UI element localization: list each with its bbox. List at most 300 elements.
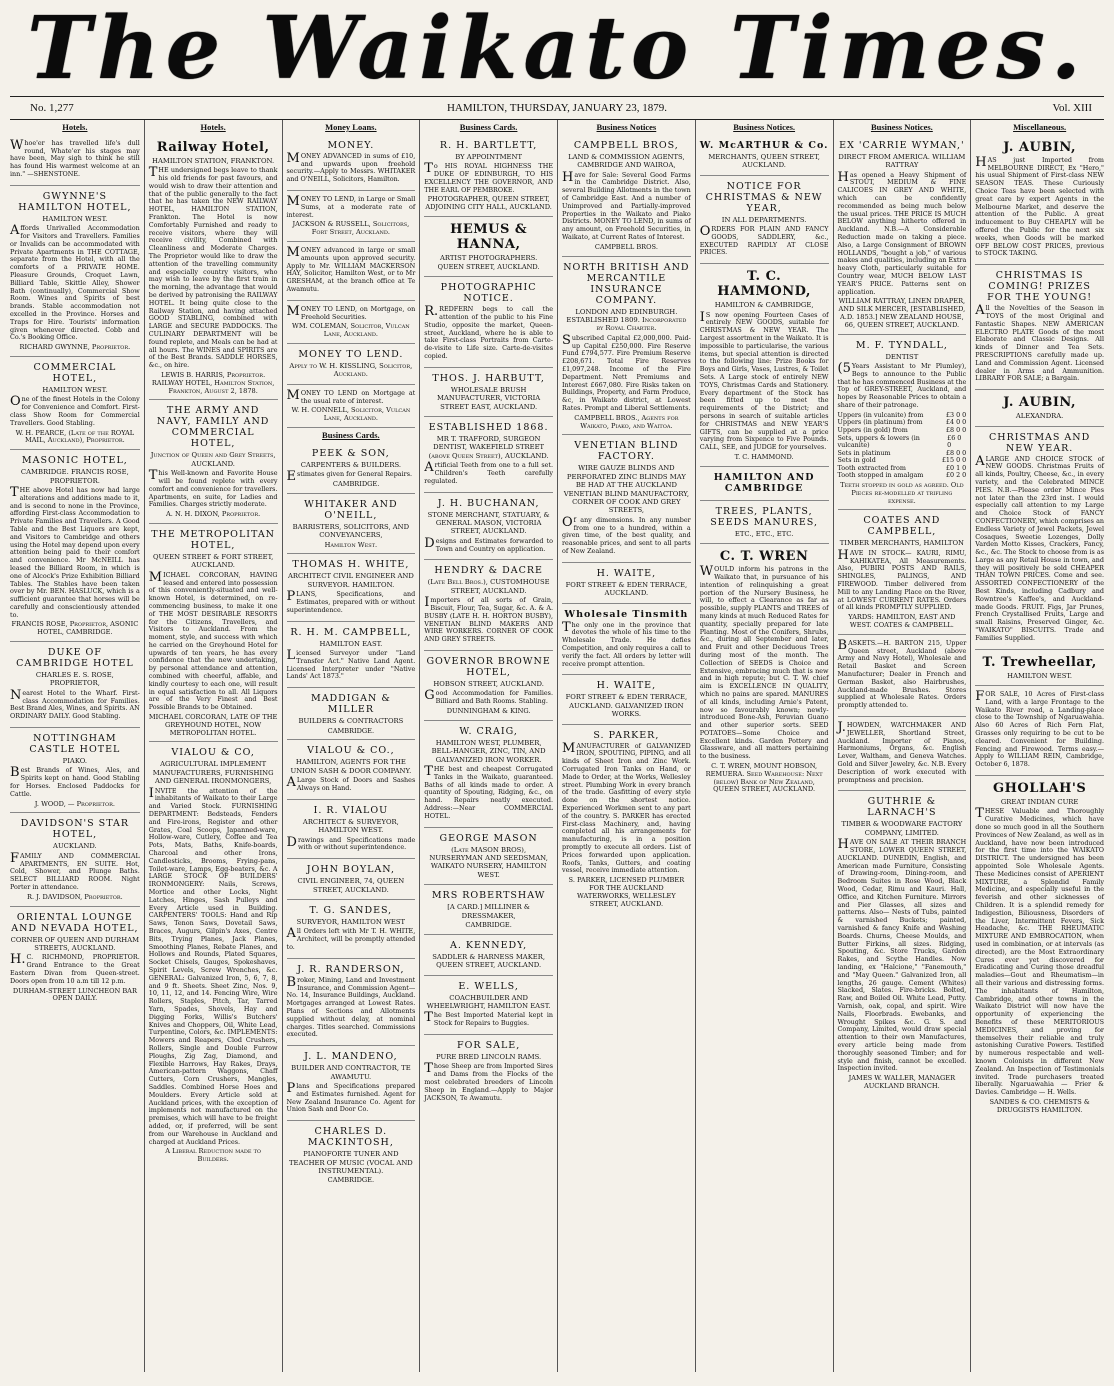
ad-title: R. H. M. CAMPBELL, xyxy=(290,626,412,638)
ad-title: CAMPBELL BROS, xyxy=(573,139,679,151)
advertisement xyxy=(287,494,416,555)
ad-subtitle: LAND & COMMISSION AGENTS, CAMBRIDGE AND WAIROA, xyxy=(568,152,685,170)
advertisement xyxy=(424,828,553,886)
ad-subtitle: Junction of Queen and Grey Streets, AUCKLAND. xyxy=(150,451,276,468)
ad-body: H.C. RICHMOND, PROPRIETOR. Grand Entrance to the Great Eastern Divan from Queen-street. Doors open from 10 a.m till 12 p.m. xyxy=(10,952,140,985)
price-value: £8 0 0 xyxy=(945,425,967,434)
ad-signature: W. H. CONNELL, Solicitor, Vulcan Lane, Auckland. xyxy=(291,406,411,423)
ad-title: Railway Hotel, xyxy=(156,139,270,155)
ad-title: PHOTOGRAPHIC NOTICE. xyxy=(440,282,537,305)
section-heading: Business Cards. xyxy=(322,429,380,440)
ad-subtitle: TIMBER MERCHANTS, HAMILTON xyxy=(839,539,964,548)
ad-body: Of any dimensions. In any number from one to a hundred, within a given time, of the best quality, and reasonable prices, and sent to all parts of New Zealand. xyxy=(562,514,691,555)
advertisement xyxy=(562,725,691,913)
ad-body: ALARGE AND CHOICE STOCK of NEW GOODS. Christmas Fruits of all kinds, Poultry, Cheese, &c., in every variety, and the Celebrated MINCE PIES. N.B.—Please order Mince Pies not later than the 23rd inst. I would especially call attention to my Large and Choice Stock of FANCY CONFECTIONERY, which comprises an Endless Variety of Jewel Packets, Jewel Cosaques, Sweetie Lozenges, Dolly Varden Motto Kisses, Crackers, Fancy, &c., &c. The Stock to choose from is as Large as any Retail House in town, and they will positively be sold CHEAPER THAN TOWN PRICES. Come and see. ASSORTED CONFECTIONERY of the Best Kinds, including Cadbury and Rowntree's Kaffee's, and Auckland-made Goods. FRUIT. Figs, Jar Prunes, French Crystallised Fruits, Large and small Raisins, Preserved Ginger, &c. "WAIKATO" BISCUITS. Trade and Families Supplied. xyxy=(975,453,1104,642)
advertisement xyxy=(424,885,553,935)
price-label: Tooth stopped in amalgam xyxy=(837,471,924,480)
ad-title: M. F. TYNDALL, xyxy=(855,339,948,351)
ad-subtitle: (Late Bell Bros.), CUSTOMHOUSE STREET, AUCKLAND. xyxy=(427,578,550,595)
ad-body: ALarge Stock of Doors and Sashes Always on Hand. xyxy=(286,775,416,792)
ad-body: MANUFACTURER of GALVANIZED IRON, SPOUTING, PIPING, and all kinds of Sheet Iron and Zinc Work. Corrugated Iron Tanks on Hand, or Made to Order, at the Works, Wellesley street. Plumbing Work in every branch of the trade. Gasfitting of every style done on the shortest notice. Experienced Workmen sent to any part of the country. S. PARKER has erected First-class Machinery, and, having completed all his arrangements for manufacturing, is in a position promptly to execute all orders. List of Prices forwarded upon application. Roofs, Tanks, Gutters, and coating vessel, receive immediate attention. xyxy=(562,740,691,875)
advertisement xyxy=(562,435,691,562)
newspaper-columns xyxy=(6,120,1108,1372)
advertisement xyxy=(562,257,691,436)
ad-title: HAMILTON AND CAMBRIDGE xyxy=(713,471,815,494)
ad-subtitle: CORNER OF QUEEN AND DURHAM STREETS, AUCKLAND. xyxy=(10,935,140,953)
ad-body: This Well-known and Favorite House will be found replete with every comfort and convenience for travellers. Apartments, en suite, for Ladies and Families. Charges strictly moderate. xyxy=(148,468,278,509)
ad-title: E. WELLS, xyxy=(458,980,519,992)
ad-subtitle: BUILDER AND CONTRACTOR, TE AWAMUTU. xyxy=(291,1064,411,1081)
ad-body: Designs and Estimates forwarded to Town and Country on application. xyxy=(424,535,553,553)
advertisement xyxy=(424,217,553,277)
column-heading: Business Notices xyxy=(596,122,657,132)
column-heading: Business Notices. xyxy=(870,122,933,132)
ad-signature: J. WOOD, — Proprietor. xyxy=(34,799,115,808)
ad-title: J. H. BUCHANAN, xyxy=(437,497,540,509)
advertisement xyxy=(424,277,553,368)
ad-body: Best Brands of Wines, Ales, and Spirits kept on hand. Good Stabling for Horses. Enclosed Paddocks for Cattle. xyxy=(10,765,140,798)
ad-title: DAVIDSON'S STAR HOTEL, xyxy=(20,818,130,841)
advertisement xyxy=(700,135,829,176)
ad-signature: A. N. H. DIXON, Proprietor. xyxy=(166,510,261,519)
ad-subtitle: [A CARD.] MILLINER & DRESSMAKER, xyxy=(447,903,530,920)
ad-signature: RICHARD GWYNNE, Proprietor. xyxy=(19,343,131,352)
advertisement xyxy=(838,635,967,717)
ad-signature: T. C. HAMMOND. xyxy=(734,452,794,461)
ad-title: CHRISTMAS IS COMING! PRIZES FOR THE YOUNG! xyxy=(987,270,1093,304)
ad-title: JOHN BOYLAN, xyxy=(306,864,396,876)
ad-body: MONEY advanced in large or small amounts upon approved security. Apply to Mr. WILLIAM MACKERSON HAY, Solicitor, Hamilton West, or to Mr GRESHAM, at the branch office at Te Awamutu. xyxy=(286,244,416,293)
price-label: Sets in gold xyxy=(837,456,876,465)
ad-body: THESE Valuable and Thoroughly Curative Medicines, which have done so much good in all the Southern Provinces of New Zealand, as well as in Auckland, have now been introduced for the first time into the WAIKATO DISTRICT. The undersigned has been appointed Sole Wholesale Agents. These Medicines consist of APERIENT MIXTURE, a Splendid Family Medicine, and especially useful in the feverish and other sicknesses of Children. It is a splendid remedy for Indigestion, Biliousness, Disorders of the Liver, Intermittent Fevers, Sick Headache, &c. THE RHEUMATIC MIXTURE AND EMBROCATION, when used in combination, or at intervals (as directed), are the Most Extraordinary Cures ever yet discovered for Eradicating and Curing those dreadful maladies—Gout and Rheumatism—in all their various and distressing forms. The inhabitants of Hamilton, Cambridge, and other towns in the Waikato District will now have the opportunity of experiencing the Benefits of these MERITORIOUS MEDICINES, and proving for themselves their reliable and truly astonishing Curative Powers. Testified by numerous respectable and well-known Colonists in different New Zealand. An Inspection of Testimonials invited. Trade purchasers treated liberally. Ngaruawahia — Frier & Davies. Cambridge — H. Wells. xyxy=(975,806,1104,1097)
issue-number: No. 1,277 xyxy=(30,102,74,114)
ad-body: HAS just Imported from MELBOURNE DIRECT, Ex "Hero," his usual Shipment of First-class NEW SEASON TEAS. These Curiously Choice Teas have been selected with great care by expert Agents in the Melbourne Market, and deserve the attention of the Public. A great inducement to Buy CHEAPLY will be offered the Public for the next six weeks, when Goods will be marked OFF BELOW COST PRICES, previous to STOCK TAKING. xyxy=(975,154,1104,258)
ad-title: H. WAITE, xyxy=(596,567,657,579)
advertisement xyxy=(975,686,1104,776)
advertisement xyxy=(287,740,416,799)
ad-title: C. T. WREN xyxy=(719,549,809,565)
ad-body: Licensed Surveyor under "Land Transfer Act." Native Land Agent. Licensed Interpreter under "Native Lands' Act 1873." xyxy=(286,647,416,681)
ad-subtitle: ARCHITECT & SURVEYOR, HAMILTON WEST. xyxy=(302,817,399,835)
advertisement xyxy=(700,544,829,798)
ad-title: VIALOU & CO, xyxy=(171,747,255,759)
ad-title: T. C. HAMMOND, xyxy=(717,269,811,300)
price-label: Uppers (in vulcanite) from xyxy=(837,410,924,419)
column-3 xyxy=(282,120,420,1372)
ad-title: W. McARTHUR & Co. xyxy=(699,139,829,151)
column-5 xyxy=(557,120,695,1372)
ad-subtitle: SADDLER & HARNESS MAKER, QUEEN STREET, AUCKLAND. xyxy=(432,952,546,970)
ad-title: DUKE OF CAMBRIDGE HOTEL xyxy=(16,647,134,670)
ad-signature: JAMES W. WALLER, MANAGER AUCKLAND BRANCH. xyxy=(848,1074,956,1090)
ad-subtitle: WHOLESALE BRUSH MANUFACTURER, VICTORIA STREET EAST, AUCKLAND. xyxy=(437,385,541,411)
ad-subtitle: HOBSON STREET, AUCKLAND. xyxy=(433,680,544,688)
ad-signature: CAMPBELL BROS., Agents for Waikato, Piako, and Waitoa. xyxy=(574,413,679,430)
ad-signature: WILLIAM RATTRAY, LINEN DRAPER, AND SILK MERCER, [ESTABLISHED, A.D. 1853.] NEW ZEALAND HOUSE, 66, QUEEN STREET, AUCKLAND. xyxy=(838,297,966,329)
advertisement xyxy=(700,467,829,501)
ad-body: FOR SALE, 10 Acres of First-class Land, with a large Frontage to the Waikato River road, a Landing-place close to the Township of Ngaruawahia. Also 60 Acres of Rich Fern Flat, Grasses only requiring to be cut to be cleared. Convenient for Building. Fencing and Firewood. Terms easy.—Apply to WILLIAM REIN, Cambridge, October 6, 1878. xyxy=(975,689,1104,769)
advertisement xyxy=(424,935,553,976)
ad-title: COATES AND CAMPBELL, xyxy=(863,515,941,538)
advertisement xyxy=(10,813,140,906)
ad-subtitle: GREAT INDIAN CURE xyxy=(1000,798,1079,807)
ad-body: MONEY TO LEND on Mortgage at the usual rate of interest. xyxy=(286,387,416,405)
ad-signature: Teeth stopped in gold as agreed. Old Pieces re-modelled at trifling expense. xyxy=(840,481,964,505)
price-value: £3 0 0 xyxy=(945,410,967,419)
ad-title: R. H. BARTLETT, xyxy=(439,139,538,151)
advertisement xyxy=(424,1035,553,1108)
ad-signature: A Liberal Reduction made to Builders. xyxy=(165,1147,262,1164)
ad-signature: WM. COLEMAN, Solicitor, Vulcan Lane, Auckland. xyxy=(292,322,410,339)
advertisement xyxy=(10,186,140,357)
column-1 xyxy=(6,120,144,1372)
advertisement xyxy=(287,1046,416,1121)
price-value: £6 0 0 xyxy=(947,433,962,450)
price-label: Tooth extracted from xyxy=(837,463,906,472)
ad-title: THE ARMY AND NAVY, FAMILY AND COMMERCIAL HOTEL, xyxy=(156,405,270,450)
advertisement xyxy=(287,1121,416,1189)
ad-subtitle: BARRISTERS, SOLICITORS, AND CONVEYANCERS, xyxy=(292,522,410,540)
ad-body: All Orders left with Mr T. H. WHITE, Architect, will be promptly attended to. xyxy=(286,926,416,951)
advertisement xyxy=(287,301,416,344)
ad-title: HENDRY & DACRE xyxy=(434,565,543,577)
ad-title: GUTHRIE & LARNACH'S xyxy=(867,796,937,819)
ad-title: J. AUBIN, xyxy=(1003,395,1076,411)
ad-title: NOTICE FOR CHRISTMAS & NEW YEAR, xyxy=(705,180,823,214)
advertisement xyxy=(838,135,967,335)
place-date: HAMILTON, THURSDAY, JANUARY 23, 1879. xyxy=(446,102,668,114)
advertisement xyxy=(149,400,278,524)
ad-subtitle: DIRECT FROM AMERICA. WILLIAM RATTRAY xyxy=(838,152,966,170)
ad-title: FOR SALE, xyxy=(457,1040,521,1052)
ad-title: THE METROPOLITAN HOTEL, xyxy=(151,528,275,551)
advertisement xyxy=(424,135,553,217)
price-label: Sets in platinum xyxy=(837,448,891,457)
ad-title: TREES, PLANTS, SEEDS MANURES, xyxy=(710,505,818,528)
ad-body: ORDERS FOR PLAIN AND FANCY GOODS, SADDLERY, &c., EXECUTED RAPIDLY AT CLOSE PRICES. xyxy=(699,224,829,257)
ad-subtitle: SURVEYOR, HAMILTON WEST xyxy=(296,917,406,926)
ad-body: Artificial Teeth from one to a full set. Children's Teeth carefully regulated. xyxy=(424,460,553,485)
ad-signature: DUNNINGHAM & KING. xyxy=(446,707,531,715)
ad-title: J. R. RANDERSON, xyxy=(297,963,405,975)
ad-subtitle: CAMBRIDGE. FRANCIS ROSE, PROPRIETOR. xyxy=(20,468,129,485)
advertisement xyxy=(975,265,1104,390)
advertisement xyxy=(10,728,140,813)
ad-signature: LEWIS B. HARRIS, Proprietor. RAILWAY HOTEL, Hamilton Station, Frankton, August 2, 1878. xyxy=(151,370,275,395)
ad-signature: CAMBRIDGE. xyxy=(465,921,512,930)
ad-subtitle: STONE MERCHANT, STATUARY, & GENERAL MASON, VICTORIA STREET, AUCKLAND. xyxy=(427,510,550,536)
column-6 xyxy=(695,120,833,1372)
ad-body: Importers of all sorts of Grain, Biscuit, Flour, Tea, Sugar, &c. A. & A. BUSBY (LATE H. H. HORTON BUSBY), VENETIAN BLIND MAKERS AND WIRE WORKERS. CORNER OF COOK AND GREY STREETS. xyxy=(424,595,553,644)
price-value: £0 1 0 xyxy=(945,463,967,472)
advertisement xyxy=(975,427,1104,650)
ad-body: BASKETS.—H. BARTON 215, Upper Queen street, Auckland (above Army and Navy Hotel), Wholesale and Retail Basket and Screen Manufacturer; Dealer in French and German Basket, also Hairbrushes, Auckland-made Brushes. Stores supplied at Wholesale Rates. Orders promptly attended to. xyxy=(837,637,967,710)
advertisement xyxy=(424,651,553,721)
advertisement xyxy=(562,563,691,604)
ad-body: PLANS, Specifications, and Estimates, prepared with or without superintendence. xyxy=(286,589,416,614)
ad-signature: YARDS: HAMILTON, EAST AND WEST. COATES & CAMPBELL. xyxy=(848,613,956,630)
ad-subtitle: WIRE GAUZE BLINDS AND PERFORATED ZINC BLINDS MAY BE HAD AT THE AUCKLAND VENETIAN BLIND MANUFACTORY, CORNER OF COOK AND GREY STREETS, xyxy=(563,464,690,515)
ad-title: T. Trewheellar, xyxy=(982,654,1097,670)
ad-title: H. WAITE, xyxy=(596,680,657,692)
ad-subtitle: CARPENTERS & BUILDERS. xyxy=(300,460,402,469)
ad-title: J. L. MANDENO, xyxy=(304,1051,398,1063)
ad-body: Subscribed Capital £2,000,000. Paid-up Capital £250,000. Fire Reserve Fund £794,577. Fire Premium Reserve £208,671. Total Fire Reserves £1,097,248. Income of the Fire Department. Nett Premiums and Interest £667,080. Fire Risks taken on Buildings, Property, and Farm Produce, &c, in Waikato district, at Lowest Rates. Prompt and Liberal Settlements. xyxy=(562,332,691,412)
ad-title: J. AUBIN, xyxy=(1003,139,1076,155)
advertisement xyxy=(424,721,553,828)
ad-body: WOULD inform his patrons in the Waikato that, in pursuance of his intention of relinquishing a great portion of the Nursery Business, he will, to effect a Clearance as far as possible, supply PLANTS and TREES of many kinds at much Reduced Rates for quantity, specially prepared for late Planting. Most of the Conifers, Shrubs, &c., during all September and later, and Fruit and other Deciduous Trees during most of the month. The Collection of SEEDS is Choice and Extensive, embracing much that is new and in high repute; but C. T. W. chief aim is EXCELLENCE IN QUALITY, which no pains are spared. MANURES of all kinds, including Arnie's Patent, now so favourably known; newly-introduced Bone-Ash, Peruvian Guano and other superior sorts. SEED POTATOES—Some Choice and Excellent kinds. Garden Pottery and Glassware, and all matters pertaining to the business. xyxy=(699,564,829,761)
advertisement xyxy=(700,501,829,544)
advertisement xyxy=(424,976,553,1035)
ad-subtitle: ARCHITECT CIVIL ENGINEER AND SURVEYOR. HAMILTON. xyxy=(287,572,414,589)
advertisement xyxy=(975,650,1104,686)
advertisement xyxy=(10,642,140,728)
ad-signature: CAMPBELL BROS. xyxy=(594,242,658,251)
ad-body: Have for Sale: Several Good Farms in the Cambridge District. Also, several Building Allotments in the town of Cambridge East. And a number of Unimproved and Partially-improved Properties in the Waikato and Piako Districts. MONEY TO LEND, in sums of any amount, on Freehold Securities, in Waikato, at Current Rates of Interest. xyxy=(562,169,691,241)
ad-signature: CAMBRIDGE. xyxy=(327,726,375,735)
advertisement xyxy=(424,493,553,561)
ad-body: Drawings and Specifications made with or without superintendence. xyxy=(286,834,416,852)
ad-subtitle: Apply to W. H. KISSLING, Solicitor, Auckland. xyxy=(289,361,413,379)
advertisement xyxy=(562,135,691,257)
ad-title: MONEY TO LEND. xyxy=(298,348,404,360)
ad-body: MICHAEL CORCORAN, HAVING leased and entered into possession of this conveniently-situated and well-known Hotel, is determined, on re-commencing business, to make it one of THE MOST DESIRABLE RESORTS for the Citizens, Travellers, and Visitors to Auckland. From the moment, style, and success with which he carried on the Greyhound Hotel for upwards of ten years, he has every confidence that the new undertaking, by personal attendance and attention, combined with cheerful, affable, and kindly courtesy to each one, will result in equal satisfaction to all. All Liquors are of the Very Finest and Best Possible Brands to be Obtained. xyxy=(148,569,278,712)
advertisement xyxy=(287,959,416,1046)
ad-title: Wholesale Tinsmith xyxy=(564,608,689,620)
ad-title: WHITAKER AND O'NEILL, xyxy=(304,498,398,521)
advertisement xyxy=(287,385,416,428)
ad-subtitle: ARTIST PHOTOGRAPHERS. xyxy=(439,253,538,262)
column-heading: Miscellaneous. xyxy=(1013,122,1067,132)
ad-subtitle: HAMILTON, AGENTS FOR THE UNION SASH & DOOR COMPANY. xyxy=(290,758,412,775)
advertisement xyxy=(287,688,416,740)
ad-subtitle: HAMILTON STATION, FRANKTON. xyxy=(152,156,275,165)
advertisement xyxy=(424,368,553,417)
ad-body: Estimates given for General Repairs. xyxy=(286,469,413,485)
advertisement xyxy=(10,357,140,450)
ad-signature: JACKSON & RUSSELL, Solicitors, Fort Street, Auckland. xyxy=(292,220,410,237)
ad-body: To HIS ROYAL HIGHNESS THE DUKE OF EDINBURGH, TO HIS EXCELLENCY THE GOVERNOR, AND THE EARL OF PEMBROKE. xyxy=(424,161,553,194)
ad-subtitle: CHARLES E. S. ROSE, PROPRIETOR, xyxy=(35,671,114,688)
ad-title: NOTTINGHAM CASTLE HOTEL xyxy=(29,733,121,756)
price-value: £15 0 0 xyxy=(941,456,967,465)
advertisement xyxy=(562,675,691,724)
ad-subtitle: CIVIL ENGINEER, 74, QUEEN STREET, AUCKLAND. xyxy=(297,877,405,894)
advertisement xyxy=(562,604,691,676)
price-label: Uppers (in gold) from xyxy=(837,425,908,434)
advertisement xyxy=(287,191,416,242)
ad-body: MONEY ADVANCED in sums of £10, and upwards upon freehold security.—Apply to Messrs. WHITAKER and O'NEILL, Solicitors, Hamilton. xyxy=(286,150,416,184)
ad-subtitle: BUILDERS & CONTRACTORS xyxy=(298,717,404,726)
ad-subtitle: PURE BRED LINCOLN RAMS. xyxy=(436,1053,542,1062)
advertisement xyxy=(10,135,140,186)
ad-body: Has opened a Heavy Shipment of STOUT, MEDIUM & FINE CALICOES IN GREY AND WHITE, which can be confidently recommended as being much below the usual prices. THE PRICE IS MUCH BELOW anything hitherto offered in Auckland. N.B.—A Considerable Reduction made on taking a piece. Also, a Large Consignment of BROWN HOLLANDS, "bought a job," of various makes and qualities, including an Extra heavy Cloth, particularly suitable for Country wear, MUCH BELOW LAST YEAR'S PRICE. Patterns sent on application. xyxy=(837,169,967,296)
price-row xyxy=(838,435,967,450)
advertisement xyxy=(700,176,829,265)
ad-subtitle: AUCKLAND. xyxy=(53,842,97,851)
advertisement xyxy=(287,135,416,191)
ad-title: I. R. VIALOU xyxy=(313,804,389,816)
price-value: £8 0 0 xyxy=(945,448,967,457)
ad-body: INVITE the attention of the inhabitants of Waikato to their Large and Varied Stock. FURNISHING DEPARTMENT: Bedsteads, Fenders and Fire-irons, Register and other Grates, Coal Scoops, Japanned-ware, Hollow-ware, Cutlery, Coffee and Tea Pots, Mats, Baths, Knife-boards, Charcoal and other Irons, Candlesticks, Brooms, Frying-pans, Toilet-ware, Lamps, Egg-beaters, &c. A LARGE STOCK OF BUILDERS' IRONMONGERY: Nails, Screws, Mortice and other Locks, Night Latches, Hinges, Sash Pulleys and Every Article used in Building. CARPENTERS' TOOLS: Hand and Rip Saws, Tenon Saws, Dovetail Saws, Braces, Augurs, Gilpin's Axes, Centre Bits, Trying Planes, Jack Planes, Smoothing Planes, Rebate Planes, and Hollows and Rounds, Plated Squares, Socket Chisels, Gauges, Spokeshaves, Spirit Levels, Screw Wrenches, &c. GENERAL: Galvanized Iron, 5, 6, 7, 8, and 9 ft. Sheets. Sheet Zinc, Nos. 9, 10, 11, 12, and 14. Fencing Wire, Wire Rollers, Staples, Pitch, Tar, Tarred Yarn, Spades, Shovels, Hay and Digging Forks, Willis's Butchers' Knives and Choppers, Oil, White Lead, Turpentine, Colors, &c. IMPLEMENTS: Mowers and Reapers, Clod Crushers, Rollers, Single and Double Furrow Ploughs, Zig Zag, Diamond, and Flexible Harrows, Hay Rakes, Drays, American-pattern Waggons, Chaff Cutters, Corn Crushers, Mangles, Saddles. Combined Horse Hoes and Moulders. Every Article sold at Auckland prices, with the exception of implements not manufactured on the premises, which will have to be freight added, or, if preferred, will be sent from our Warehouse in Auckland and charged at Auckland Prices. xyxy=(148,785,278,1146)
ad-title: ORIENTAL LOUNGE AND NEVADA HOTEL, xyxy=(11,911,139,934)
advertisement xyxy=(424,417,553,493)
ad-title: ESTABLISHED 1868. xyxy=(428,421,549,433)
price-label: Sets, uppers & lowers (in vulcanite) xyxy=(837,433,920,450)
volume-number: Vol. XIII xyxy=(1052,102,1092,114)
advertisement xyxy=(149,524,278,743)
advertisement xyxy=(287,242,416,301)
ad-body: Affords Unrivalled Accommodation for Visitors and Travellers. Families or Invalids can be accommodated with Private Apartments in THE COTTAGE, separate from the Hotel, with all the comforts of a PRIVATE HOME. Pleasure Grounds, Croquet Lawn, Billiard Table, Skittle Alley, Shower Bath (continually), Commercial Show Room. Wines and Spirits of best brands. Stable accommodation not excelled in the Province. Horses and Traps for Hire. Tourists' information given whenever directed. Cobb and Co.'s Booking Office. xyxy=(10,223,140,342)
ad-signature: PHOTOGRAPHER, QUEEN STREET, ADJOINING CITY HALL, AUCKLAND. xyxy=(425,195,552,212)
advertisement xyxy=(424,560,553,651)
ad-body: Plans and Specifications prepared and Estimates furnished. Agent for New Zealand Insurance Co. Agent for Union Sash and Door Co. xyxy=(286,1080,416,1114)
ad-subtitle: MERCHANTS, QUEEN STREET, AUCKLAND. xyxy=(708,152,820,170)
ad-subtitle: HAMILTON EAST. xyxy=(319,639,383,648)
column-7 xyxy=(833,120,971,1372)
ad-subtitle: HAMILTON WEST. xyxy=(1007,671,1073,680)
ad-body: THE above Hotel has now had large alterations and additions made to it, and is second to none in the Province, affording First-class Accommodation to Private Families and Travellers. A Good Table and the Best Liquors are kept, and Visitors to Cambridge and others using the Hotel may depend upon every attention being paid to their comfort and convenience. Mr McNEILL has leased the Billiard Room, in which is one of Alcock's Prize Exhibition Billiard Tables. The Stables have been taken over by Mr. BEN. HASLUCK, which is a sufficient guarantee that horses will be carefully and conscientiously attended to. xyxy=(10,484,140,619)
ad-title: MRS ROBERTSHAW xyxy=(431,890,546,902)
advertisement xyxy=(287,554,416,621)
ad-signature: R. J. DAVIDSON, Proprietor. xyxy=(27,892,123,901)
ad-body: MONEY TO LEND, on Mortgage, on Freehold Securities. xyxy=(286,303,416,321)
advertisement xyxy=(149,135,278,401)
ad-title: GOVERNOR BROWNE HOTEL, xyxy=(426,656,551,678)
advertisement xyxy=(287,443,416,494)
ad-subtitle: BY APPOINTMENT xyxy=(455,152,522,161)
ad-title: S. PARKER, xyxy=(593,729,660,741)
ad-subtitle: HAMILTON WEST. xyxy=(42,385,108,394)
ad-body: THE best and cheapest Corrugated Tanks in the Waikato, guaranteed. Baths of all kinds made to order. A quantity of Spouting, Ridging, &c., on hand. Repairs neatly executed. Address:—Near COMMERCIAL HOTEL. xyxy=(424,764,553,820)
ad-title: GWYNNE'S HAMILTON HOTEL, xyxy=(18,190,132,213)
column-heading: Business Notices. xyxy=(733,122,796,132)
price-value: £0 2 0 xyxy=(945,471,967,480)
ad-body: IS now opening Fourteen Cases of entirely NEW GOODS, suitable for CHRISTMAS & NEW YEAR. The Largest assortment in the Waikato. It is impossible to particularise, the various items, but special attention is directed to the following line: Prize Books for Boys and Girls, Vases, Lustres, & Toilet Sets. A Large stock of entirely NEW TOYS, Christmas Cards and Stationery. Every department of the Stock has been fitted up to meet the requirements of the District; and persons in search of suitable articles for CHRISTMAS and NEW YEAR'S GIFTS, can be supplied at a price varying from Sixpence to Five Pounds. CALL, SEE, and JUDGE for yourselves. xyxy=(699,309,829,452)
advertisement xyxy=(149,742,278,1167)
ad-title: COMMERCIAL HOTEL, xyxy=(33,361,117,384)
column-8 xyxy=(970,120,1108,1372)
ad-subtitle: COACHBUILDER AND WHEELWRIGHT, HAMILTON EAST. xyxy=(426,993,551,1011)
column-4 xyxy=(419,120,557,1372)
ad-title: VIALOU & CO., xyxy=(307,745,395,757)
ad-subtitle: LONDON AND EDINBURGH. ESTABLISHED 1809. Incorporated by Royal Charter. xyxy=(566,307,687,333)
advertisement xyxy=(838,335,967,511)
column-heading: Hotels. xyxy=(200,122,226,132)
ad-title: T. G. SANDES, xyxy=(309,904,393,916)
ad-body: MONEY TO LEND, in Large or Small Sums, at a moderate rate of interest. xyxy=(286,193,416,219)
ad-body: All the Novelties of the Season in TOYS of the most Original and Fantastic Shapes. NEW AMERICAN ELECTRO PLATE Goods of the most Elaborate and Classic Designs. All kinds of Dinner and Tea Sets. PRESCRIPTIONS carefully made up. Land and Commission Agent. Licensed dealer in Arms and Ammunition. LIBRARY FOR SALE; a Bargain. xyxy=(975,303,1104,383)
ad-title: NORTH BRITISH AND MERCANTILE INSURANCE COMPANY. xyxy=(563,261,690,306)
column-2 xyxy=(144,120,282,1372)
ad-body: One of the finest Hotels in the Colony for Convenience and Comfort. First-class Show Room for Commercial Travellers. Good Stabling. xyxy=(10,394,140,427)
ad-subtitle: HAMILTON & CAMBRIDGE, xyxy=(714,301,814,310)
advertisement xyxy=(287,344,416,385)
ad-body: R.REDFERN begs to call the attention of the public to his Fine Studio, opposite the market, Queen-street, Auckland, where he is able to take First-class Portraits from Carte-de-visite to Life size. Carte-de-visites copied. xyxy=(424,304,553,360)
ad-body: The only one in the province that devotes the whole of his time to the Wholesale Trade. He defies Competition, and only requires a call to verify the fact. All orders by letter will receive prompt attention. xyxy=(562,619,691,668)
ad-title: W. CRAIG, xyxy=(459,725,518,737)
ad-title: MONEY. xyxy=(327,139,375,151)
ad-title: THOMAS H. WHITE, xyxy=(292,559,410,571)
ad-body: (5Years Assistant to Mr Plumley), Begs to announce to the Public that he has commenced Business at the Top of GREY-STREET, Auckland, and hopes by Reasonable Prices to obtain a share of their patronage. xyxy=(837,360,967,409)
ad-title: PEEK & SON, xyxy=(311,447,390,459)
ad-subtitle: FORT STREET & EDEN TERRACE, AUCKLAND. xyxy=(565,580,688,598)
ad-signature: C. T. WREN, MOUNT HOBSON, REMUERA. Seed Warehouse: Next (below) Bank of New Zealand, QUEEN STREET, AUCKLAND. xyxy=(705,762,823,794)
ad-body: The Best Imported Material kept in Stock for Repairs to Buggies. xyxy=(424,1010,553,1028)
ad-signature: CAMBRIDGE. xyxy=(332,479,380,488)
ad-signature: W. H. PEARCE, (Late of the ROYAL MAIL, Auckland), Proprietor. xyxy=(15,428,135,445)
advertisement xyxy=(838,717,967,791)
ad-title: CHARLES D. MACKINTOSH, xyxy=(307,1126,394,1149)
ad-signature: MICHAEL CORCORAN, LATE OF THE GREYHOUND HOTEL, NOW METROPOLITAN HOTEL. xyxy=(148,713,278,737)
advertisement xyxy=(838,791,967,1094)
ad-title: VENETIAN BLIND FACTORY. xyxy=(574,440,679,463)
advertisement xyxy=(10,450,140,642)
ad-signature: SANDES & CO. CHEMISTS & DRUGGISTS HAMILTON. xyxy=(989,1097,1090,1114)
ad-title: GEORGE MASON xyxy=(439,832,538,844)
ad-title: CHRISTMAS AND NEW YEAR. xyxy=(989,431,1091,454)
ad-body: J.HOWDEN, WATCHMAKER AND JEWELLER, Shortland Street, Auckland. Importer of Pianos, Harmoniums, Organs, &c. English Lever, Waltham, and Geneva Watches. Gold and Silver Jewelry, &c. N.B. Every Description of work executed with promptness and precision. xyxy=(837,720,967,784)
ad-signature: DURHAM-STREET LUNCHEON BAR OPEN DAILY. xyxy=(12,986,137,1003)
ad-subtitle: IN ALL DEPARTMENTS. xyxy=(721,215,807,224)
ad-title: MADDIGAN & MILLER xyxy=(310,693,391,716)
column-heading: Business Cards. xyxy=(459,122,518,132)
column-heading: Money Loans. xyxy=(325,122,377,132)
ad-subtitle: QUEEN STREET & FORT STREET, AUCKLAND. xyxy=(152,552,274,570)
advertisement xyxy=(975,135,1104,265)
advertisement xyxy=(287,800,416,859)
ad-subtitle: DENTIST xyxy=(885,352,919,361)
ad-title: THOS. J. HARBUTT, xyxy=(432,372,545,384)
price-label: Uppers (in platinum) from xyxy=(837,418,923,427)
ad-subtitle: HAMILTON WEST. xyxy=(42,214,108,223)
ad-body: FAMILY AND COMMERCIAL APARTMENTS, EN SUITE. Hot, Cold, Shower, and Plunge Baths. SELECT BILLIARD ROOM. Night Porter in attendance. xyxy=(10,850,140,892)
ad-subtitle: (Late MASON BROS), NURSERYMAN AND SEEDSMAN, WAIKATO NURSERY, HAMILTON WEST. xyxy=(429,845,548,879)
ad-subtitle: HAMILTON WEST, PLUMBER, BELL-HANGER, ZINC, TIN, AND GALVANIZED IRON WORKER. xyxy=(431,738,546,764)
ad-signature: S. PARKER, LICENSED PLUMBER FOR THE AUCKLAND WATERWORKS, WELLESLEY STREET, AUCKLAND. xyxy=(568,876,685,908)
ad-signature: FRANCIS ROSE, Proprietor, ASONIC HOTEL, CAMBRIDGE. xyxy=(11,620,139,637)
ad-body: Broker, Mining, Land and Investment Insurance, and Commission Agent— No. 14, Insurance Buildings, Auckland. Mortgages arranged at Lowest Rates. Plans of Sections and Allotments supplied without delay, at nominal charges. Titles searched. Commissions executed. xyxy=(286,974,416,1039)
ad-subtitle: FORT STREET & EDEN TERRACE, AUCKLAND. GALVANIZED IRON WORKS. xyxy=(565,693,688,719)
price-row xyxy=(838,472,967,480)
ad-signature: Hamilton West. xyxy=(324,540,378,549)
advertisement xyxy=(838,510,967,634)
advertisement xyxy=(287,900,416,959)
ad-title: EX 'CARRIE WYMAN,' xyxy=(839,139,965,151)
ad-signature: QUEEN STREET, AUCKLAND. xyxy=(437,263,540,272)
ad-body: HAVE IN STOCK— KAURI, RIMU, KAHIKATEA, All Measurements. Also, PUBIRI POSTS AND RAILS, SHINGLES, PALINGS, AND FIREWOOD. Timber delivered from Mill to any Landing Place on the River, at LOWEST CURRENT RATES. Orders of all kinds PROMPTLY SUPPLIED. xyxy=(837,547,967,612)
ad-subtitle: AGRICULTURAL IMPLEMENT MANUFACTURERS, FURNISHING AND GENERAL IRONMONGERS, xyxy=(152,760,274,786)
ad-title: HEMUS & HANNA, xyxy=(450,221,528,252)
ad-body: Those Sheep are from Imported Sires and Dams from the Flocks of the most celebrated breeders of Lincoln Sheep in England.—Apply to Major JACKSON, Te Awamutu. xyxy=(424,1061,553,1102)
advertisement xyxy=(287,859,416,900)
ad-subtitle: ALEXANDRA. xyxy=(1015,412,1064,421)
column-heading: Hotels. xyxy=(62,122,88,132)
price-value: £4 0 0 xyxy=(945,418,967,427)
advertisement xyxy=(975,776,1104,1118)
advertisement xyxy=(975,390,1104,426)
ad-title: A. KENNEDY, xyxy=(450,939,528,951)
ad-subtitle: PIANOFORTE TUNER AND TEACHER OF MUSIC (VOCAL AND INSTRUMENTAL). xyxy=(289,1150,413,1175)
ad-body: HAVE ON SALE AT THEIR BRANCH STORE, LOWER QUEEN STREET, AUCKLAND. DUNEDIN, English, and American made Furniture, Consisting of Drawing-room, Dining-room, and Bedroom Suites in Rose Wood, Black Wood, Cedar, Rimu and Kauri. Hall, Office, and Kitchen Furniture. Mirrors and Pier Glasses, all sizes and patterns. Also— Nests of Tubs, painted & varnished Buckets; painted, varnished & fancy Knife and Washing Boards. Churns, Cheese Moulds, and Butter Firkins, all sizes. Ridging, Spouting, &c. Store Trucks, Garden Rakes, and Scythe Handles. Now landing, ex "Halcione," "Fanemouth," and "May Queen." Galvanized Iron, all lengths, 26 gauge. Cement (Whites) Slacked, Slates. Fire-bricks. Bolted, Raw, and Boiled Oil. White Lead, Putty. Varnish, oak, copal, and spirit. Wire Nails, Floorbrads. Ewebanks, and Wrought Spikes &c. G. S. and Company, Limited, would draw special attention to their own Manufactures, every article being made from thoroughly seasoned Timber; and for style and finish, cannot be excelled. Inspection invited. xyxy=(837,837,967,1073)
ad-title: MASONIC HOTEL, xyxy=(21,455,128,467)
advertisement xyxy=(287,622,416,689)
dateline-bar xyxy=(10,96,1104,120)
ad-signature: CAMBRIDGE. xyxy=(327,1176,375,1185)
ad-body: Whoe'er has travelled life's dull round, Whate'er his stages may have been, May sigh to think he still has found His warmest welcome at an inn." —SHENSTONE. xyxy=(10,137,140,178)
ad-body: Nearest Hotel to the Wharf. First-class Accommodation for Families. Best Brand Ales, Wines, and Spirits. AN ORDINARY DAILY. Good Stabling. xyxy=(10,687,140,721)
ad-subtitle: TIMBER & WOODWARE FACTORY COMPANY, LIMITED. xyxy=(841,820,963,837)
